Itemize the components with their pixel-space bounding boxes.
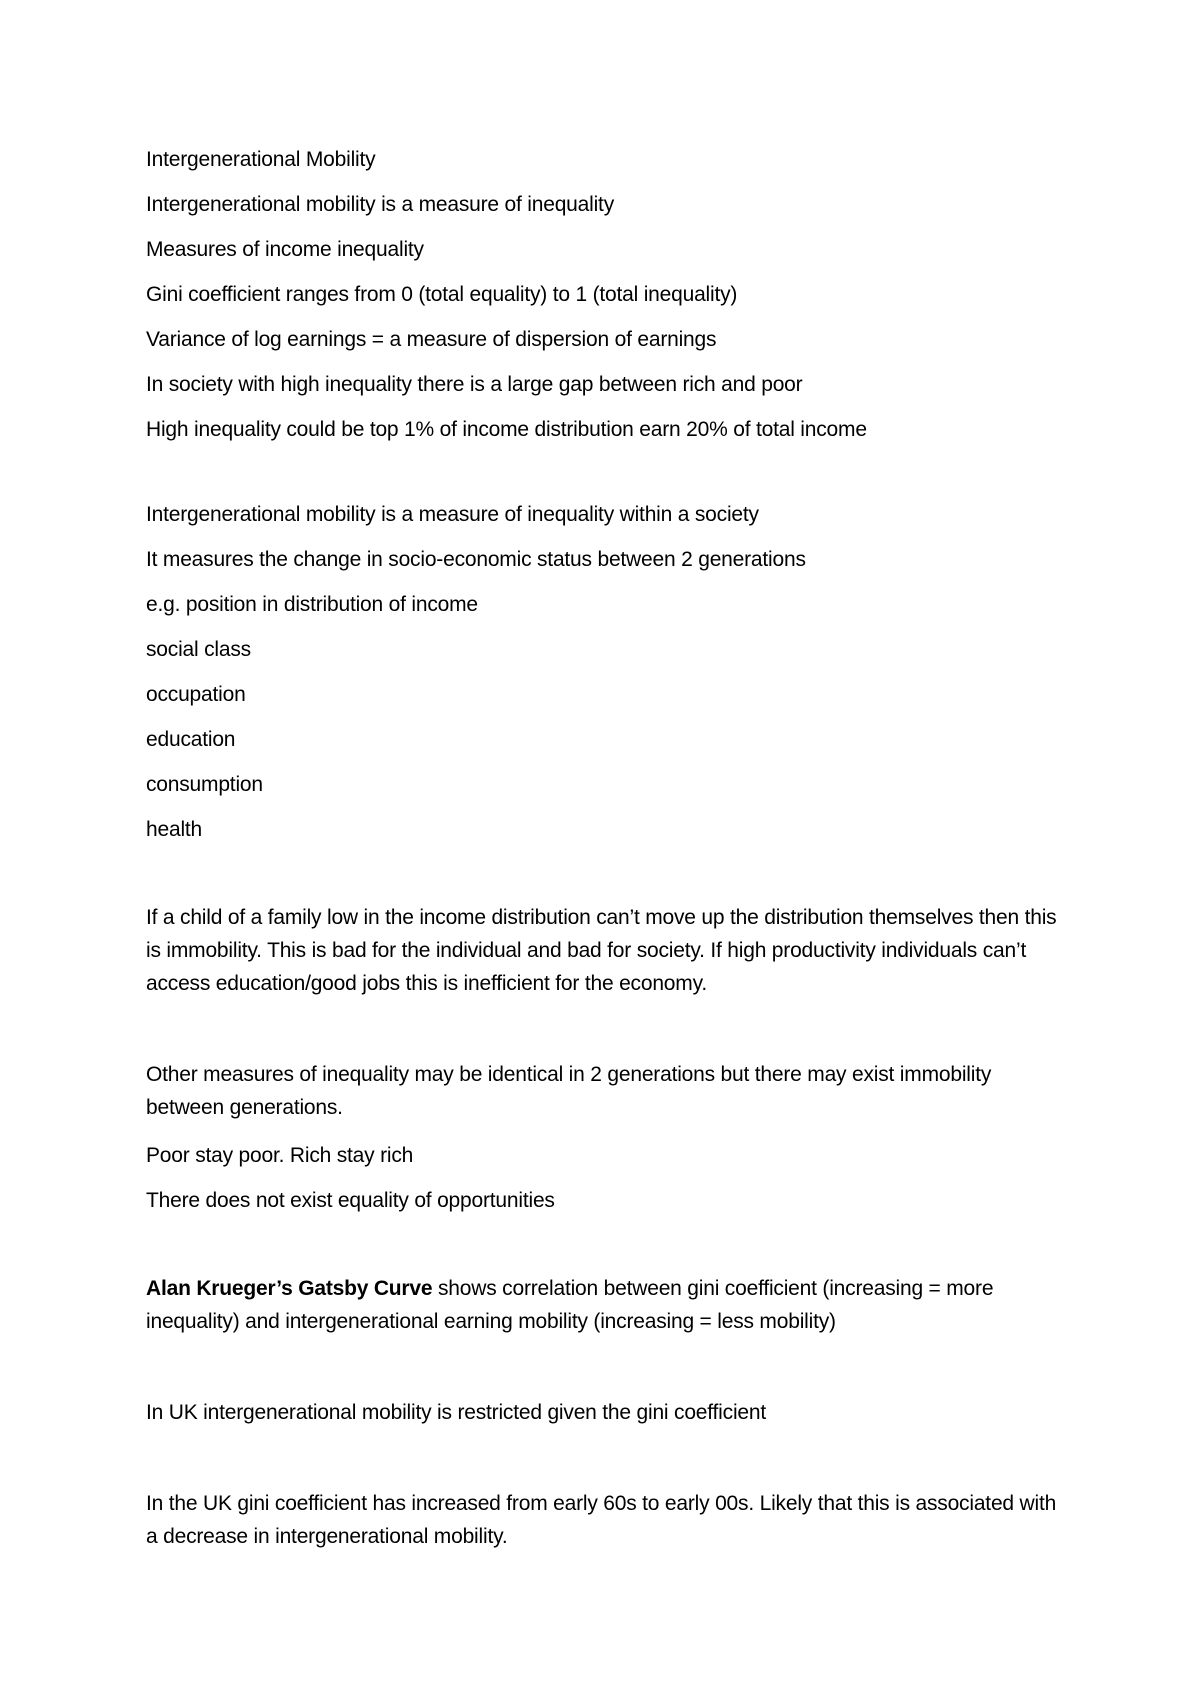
text-line: In society with high inequality there is a large gap between rich and poor: [146, 373, 803, 396]
text-line: Intergenerational mobility is a measure of inequality within a society: [146, 503, 759, 526]
text-line: It measures the change in socio-economic status between 2 generations: [146, 548, 806, 571]
text-line: Intergenerational mobility is a measure of inequality: [146, 193, 614, 216]
text-line: There does not exist equality of opportunities: [146, 1189, 555, 1212]
paragraph-uk-restricted: In UK intergenerational mobility is restricted given the gini coefficient: [146, 1401, 767, 1424]
spacer: [146, 1447, 1066, 1487]
text-line: Measures of income inequality: [146, 238, 424, 261]
text-line: Poor stay poor. Rich stay rich: [146, 1144, 414, 1167]
gatsby-description: shows correlation between gini coefficient (increasing = more inequality) and intergenerational earning mobility (increasing = less mobility): [146, 1277, 994, 1333]
text-line: Gini coefficient ranges from 0 (total equality) to 1 (total inequality): [146, 283, 738, 306]
text-line: High inequality could be top 1% of income distribution earn 20% of total income: [146, 418, 867, 441]
text-line: e.g. position in distribution of income: [146, 593, 478, 616]
document-body: [146, 146, 1066, 1571]
spacer: [146, 1018, 1066, 1058]
spacer: [146, 1232, 1066, 1272]
paragraph-gatsby: [146, 1272, 1066, 1338]
list-item: health: [146, 818, 203, 841]
spacer: [146, 1356, 1066, 1396]
paragraph-immobility: If a child of a family low in the income distribution can’t move up the distribution themselves then this is immobility. This is bad for the individual and bad for society. If high productivity individuals can’t access education/good jobs this is inefficient for the economy.: [146, 906, 1057, 995]
list-item: social class: [146, 638, 251, 661]
text-line: Variance of log earnings = a measure of dispersion of earnings: [146, 328, 717, 351]
heading: Intergenerational Mobility: [146, 148, 376, 171]
spacer: [146, 461, 1066, 501]
list-item: education: [146, 728, 236, 751]
list-item: consumption: [146, 773, 263, 796]
paragraph-uk-gini: In the UK gini coefficient has increased from early 60s to early 00s. Likely that this is associated with a decrease in intergenerational mobility.: [146, 1492, 1057, 1548]
paragraph-other-measures: Other measures of inequality may be identical in 2 generations but there may exist immobility between generations.: [146, 1063, 992, 1119]
list-item: occupation: [146, 683, 246, 706]
spacer: [146, 861, 1066, 901]
gatsby-bold-term: Alan Krueger’s Gatsby Curve: [146, 1277, 433, 1300]
